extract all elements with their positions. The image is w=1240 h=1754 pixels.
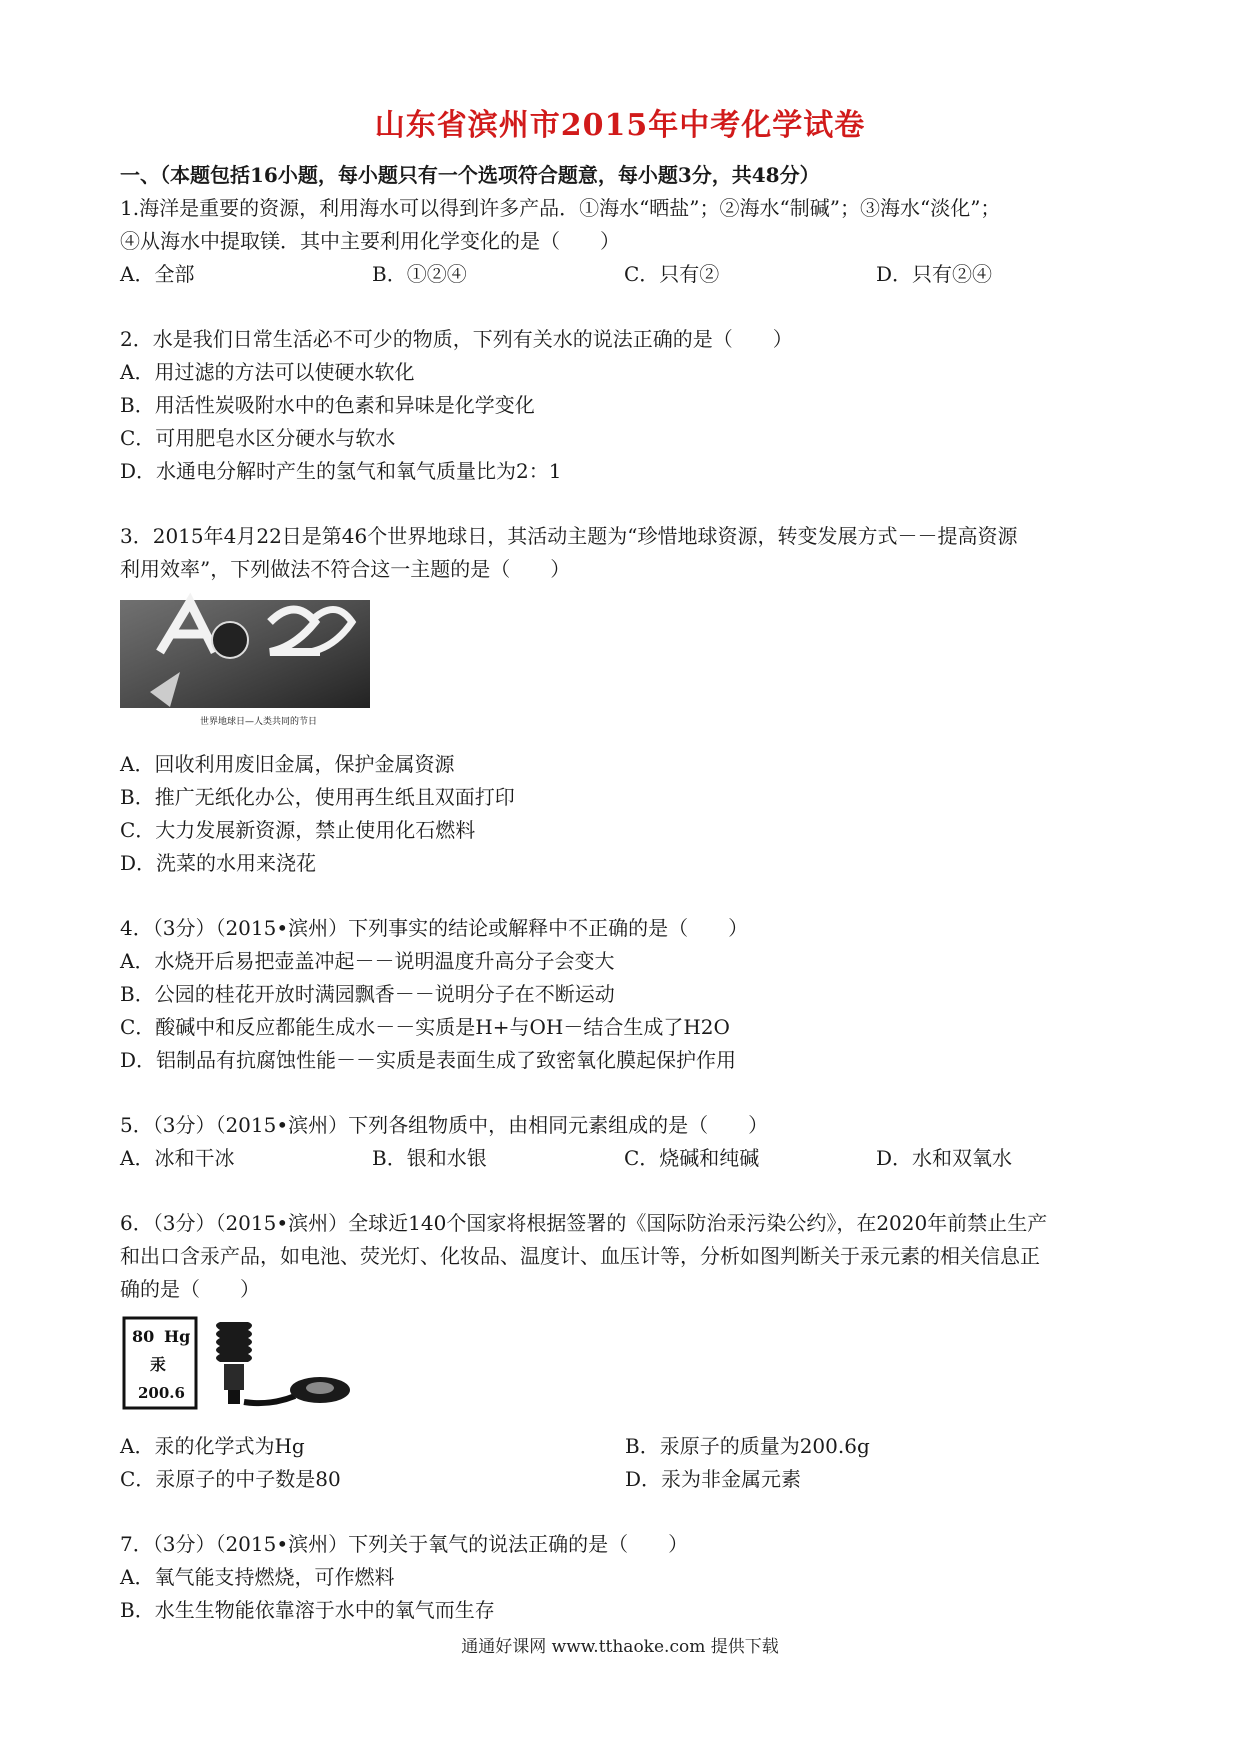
question-text: 和出口含汞产品，如电池、荧光灯、化妆品、温度计、血压计等，分析如图判断关于汞元素的相关信息正 [120, 1244, 1040, 1268]
question-text: 利用效率”，下列做法不符合这一主题的是（ ） [120, 557, 571, 581]
question-5 [120, 1109, 1130, 1175]
mercury-figure-svg [120, 1310, 380, 1414]
element-symbol: Hg [164, 1327, 191, 1346]
question-text: 4．（3分）（2015•滨州）下列事实的结论或解释中不正确的是（ ） [120, 916, 749, 940]
thermometer-icon [244, 1377, 350, 1403]
option-b: B．银和水银 [372, 1146, 487, 1170]
earth-day-image [120, 592, 1130, 740]
options-row [120, 258, 1130, 291]
option-c: C．可用肥皂水区分硬水与软水 [120, 426, 396, 450]
option-b: B．汞原子的质量为200.6g [625, 1434, 870, 1458]
options-row [120, 1463, 1130, 1496]
image-caption: 世界地球日—人类共同的节日 [200, 717, 318, 727]
question-text: 2．水是我们日常生活必不可少的物质，下列有关水的说法正确的是（ ） [120, 327, 793, 351]
option-d: D．水和双氧水 [876, 1146, 1013, 1170]
option-a: A．冰和干冰 [120, 1146, 235, 1170]
question-text: 确的是（ ） [120, 1277, 260, 1301]
option-b: B．①②④ [372, 262, 467, 286]
option-b: B．公园的桂花开放时满园飘香－－说明分子在不断运动 [120, 982, 615, 1006]
option-a: A．水烧开后易把壶盖冲起－－说明温度升高分子会变大 [120, 949, 615, 973]
option-a: A．汞的化学式为Hg [120, 1434, 305, 1458]
option-c: C．只有② [624, 262, 720, 286]
option-d: D．水通电分解时产生的氢气和氧气质量比为2：1 [120, 459, 562, 483]
option-d: D．洗菜的水用来浇花 [120, 851, 317, 875]
element-name: 汞 [150, 1355, 167, 1374]
option-c: C．大力发展新资源，禁止使用化石燃料 [120, 818, 476, 842]
question-7 [120, 1528, 1130, 1627]
option-c: C．烧碱和纯碱 [624, 1146, 760, 1170]
question-4 [120, 912, 1130, 1077]
question-1 [120, 192, 1130, 291]
option-d: D．汞为非金属元素 [625, 1467, 802, 1491]
element-mass: 200.6 [138, 1384, 185, 1402]
earth-day-poster-image [120, 592, 370, 732]
element-number: 80 [132, 1327, 155, 1346]
options-row [120, 1142, 1130, 1175]
option-d: D．只有②④ [876, 262, 993, 286]
options-row [120, 1430, 1130, 1463]
option-c: C．汞原子的中子数是80 [120, 1467, 341, 1491]
option-c: C．酸碱中和反应都能生成水－－实质是H+与OH－结合生成了H2O [120, 1015, 730, 1039]
option-b: B．推广无纸化办公，使用再生纸且双面打印 [120, 785, 515, 809]
option-a: A．氧气能支持燃烧，可作燃料 [120, 1565, 395, 1589]
option-d: D．铝制品有抗腐蚀性能－－实质是表面生成了致密氧化膜起保护作用 [120, 1048, 737, 1072]
option-b: B．用活性炭吸附水中的色素和异味是化学变化 [120, 393, 535, 417]
question-2 [120, 323, 1130, 488]
page-footer: 通通好课网 www.tthaoke.com 提供下载 [461, 1637, 779, 1657]
mercury-figure [120, 1310, 1130, 1422]
option-a: A．全部 [120, 262, 195, 286]
fluorescent-bulb-icon [216, 1322, 252, 1404]
page-title: 山东省滨州市2015年中考化学试卷 [374, 108, 866, 143]
option-a: A．用过滤的方法可以使硬水软化 [120, 360, 415, 384]
question-3 [120, 520, 1130, 880]
option-a: A．回收利用废旧金属，保护金属资源 [120, 752, 455, 776]
question-text: 6．（3分）（2015•滨州）全球近140个国家将根据签署的《国际防治汞污染公约》，在2020年前禁止生产 [120, 1211, 1048, 1235]
section-heading: 一、（本题包括16小题，每小题只有一个选项符合题意，每小题3分，共48分） [120, 163, 820, 187]
question-text: 1.海洋是重要的资源，利用海水可以得到许多产品．①海水“晒盐”；②海水“制碱”；③海水“淡化”； [120, 196, 1001, 220]
question-6 [120, 1207, 1130, 1496]
question-text: 5．（3分）（2015•滨州）下列各组物质中，由相同元素组成的是（ ） [120, 1113, 769, 1137]
question-text: 3．2015年4月22日是第46个世界地球日，其活动主题为“珍惜地球资源，转变发展方式－－提高资源 [120, 524, 1018, 548]
option-b: B．水生生物能依靠溶于水中的氧气而生存 [120, 1598, 495, 1622]
question-text: 7．（3分）（2015•滨州）下列关于氧气的说法正确的是（ ） [120, 1532, 689, 1556]
exam-content [120, 158, 1130, 1627]
question-text: ④从海水中提取镁．其中主要利用化学变化的是（ ） [120, 229, 620, 253]
